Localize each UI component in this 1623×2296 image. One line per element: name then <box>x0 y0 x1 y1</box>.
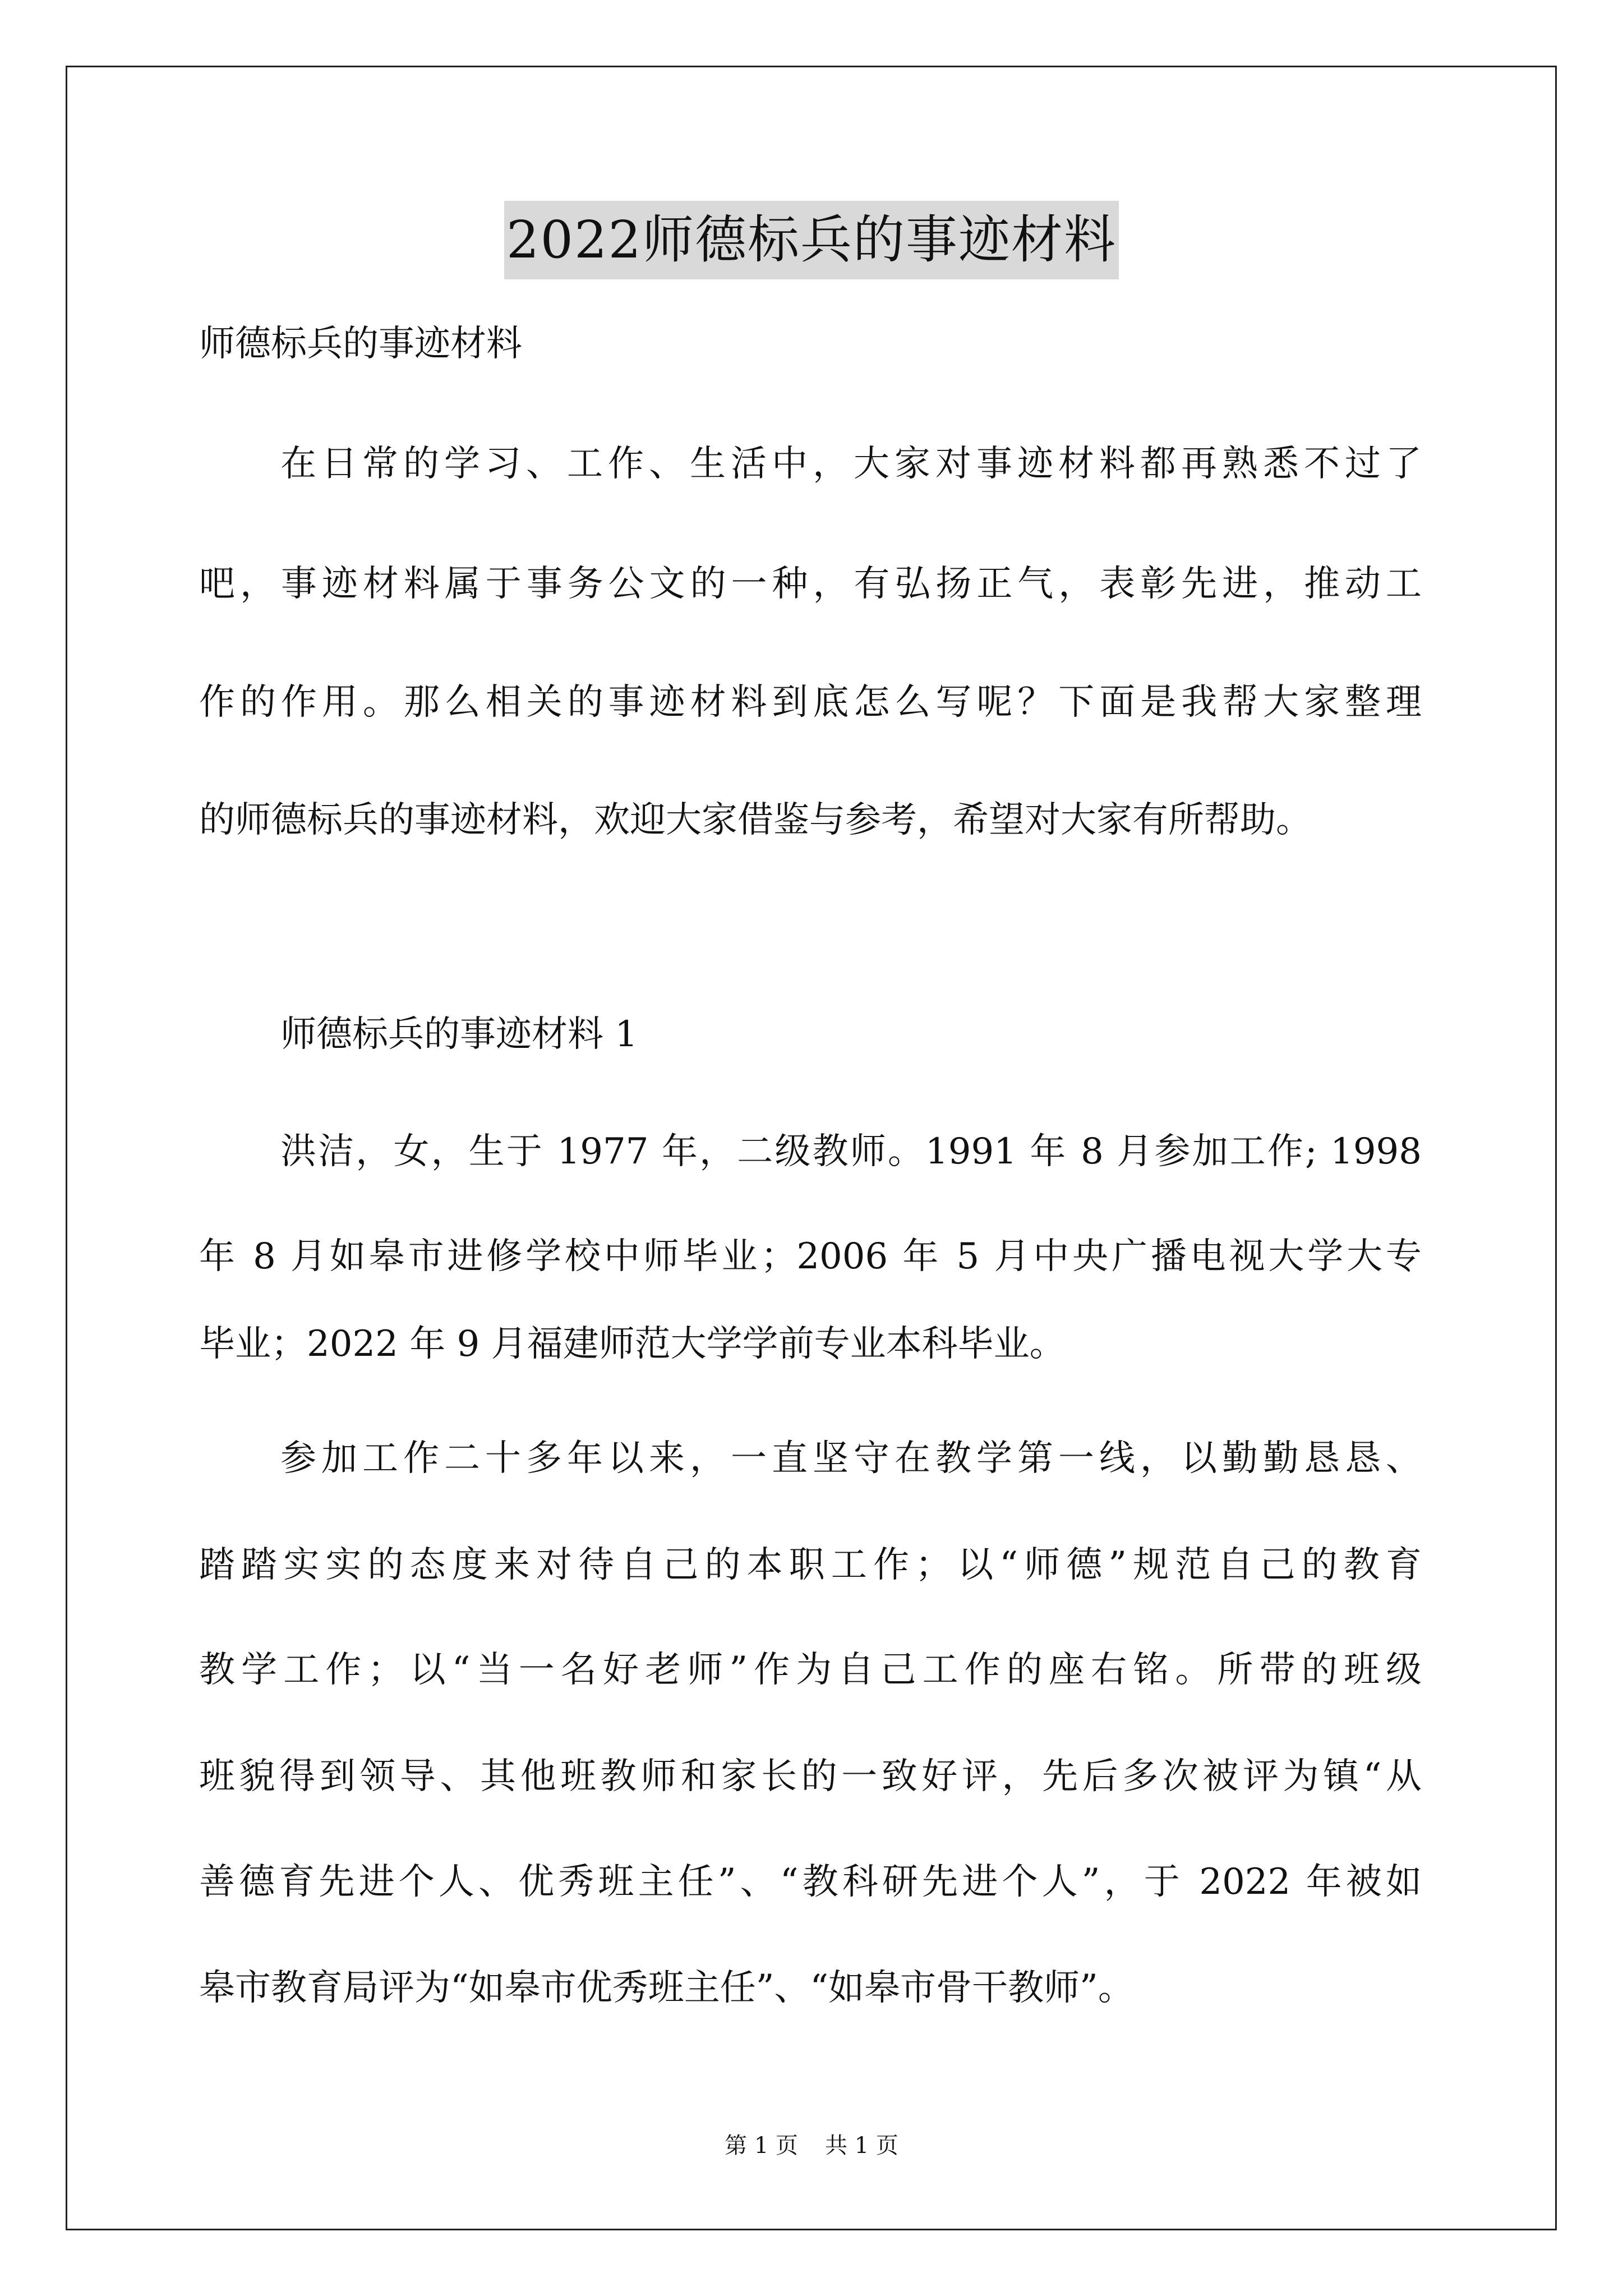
title-wrap <box>0 201 1623 279</box>
document-subtitle: 师德标兵的事迹材料 <box>199 323 522 365</box>
paragraph-line: 年 8 月如皋市进修学校中师毕业；2006 年 5 月中央广播电视大学大专 <box>199 1236 1422 1277</box>
paragraph-line: 毕业；2022 年 9 月福建师范大学学前专业本科毕业。 <box>199 1323 1066 1365</box>
paragraph-line: 踏踏实实的态度来对待自己的本职工作；以“师德”规范自己的教育 <box>199 1544 1422 1586</box>
paragraph-line: 洪洁，女，生于 1977 年，二级教师。1991 年 8 月参加工作; 1998 <box>280 1131 1422 1172</box>
intro-line: 吧，事迹材料属于事务公文的一种，有弘扬正气，表彰先进，推动工 <box>199 563 1422 605</box>
intro-line: 的师德标兵的事迹材料，欢迎大家借鉴与参考，希望对大家有所帮助。 <box>199 799 1312 841</box>
intro-line: 在日常的学习、工作、生活中，大家对事迹材料都再熟悉不过了 <box>280 443 1422 485</box>
document-title: 2022师德标兵的事迹材料 <box>504 201 1119 279</box>
intro-line: 作的作用。那么相关的事迹材料到底怎么写呢？下面是我帮大家整理 <box>199 682 1422 723</box>
page-footer <box>0 2132 1623 2160</box>
paragraph-line: 教学工作；以“当一名好老师”作为自己工作的座右铭。所带的班级 <box>199 1649 1422 1691</box>
page-total: 共 1 页 <box>825 2133 898 2159</box>
paragraph-line: 善德育先进个人、优秀班主任”、“教科研先进个人”，于 2022 年被如 <box>199 1861 1422 1903</box>
paragraph-line: 参加工作二十多年以来，一直坚守在教学第一线，以勤勤恳恳、 <box>280 1438 1422 1479</box>
paragraph-line: 皋市教育局评为“如皋市优秀班主任”、“如皋市骨干教师”。 <box>199 1967 1134 2009</box>
paragraph-line: 班貌得到领导、其他班教师和家长的一致好评，先后多次被评为镇“从 <box>199 1756 1422 1797</box>
section-heading: 师德标兵的事迹材料 1 <box>280 1014 638 1055</box>
page-number: 第 1 页 <box>725 2133 798 2159</box>
